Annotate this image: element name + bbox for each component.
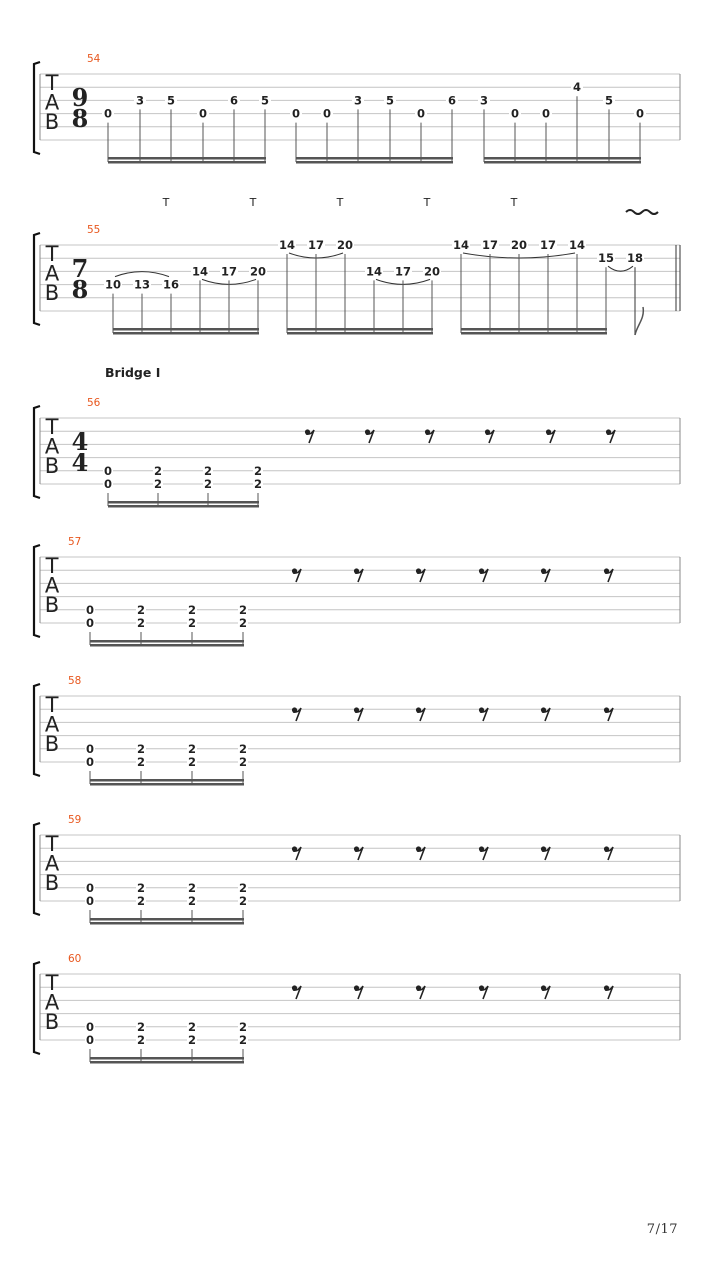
fret-number: 2 bbox=[187, 1033, 197, 1047]
fret-number: 5 bbox=[604, 93, 614, 108]
fret-number: 0 bbox=[85, 602, 95, 617]
tab-clef-letter: A bbox=[44, 90, 60, 115]
tab-clef-letter: A bbox=[44, 573, 60, 598]
fret-number: 20 bbox=[510, 238, 528, 252]
beam bbox=[113, 332, 259, 335]
eighth-rest bbox=[354, 568, 363, 582]
fret-number: 4 bbox=[572, 80, 582, 95]
fret-number: 5 bbox=[260, 93, 270, 108]
tab-clef-letter: T bbox=[45, 554, 59, 578]
fret-number: 14 bbox=[568, 238, 586, 252]
fret-number: 0 bbox=[541, 106, 551, 121]
time-signature-top: 4 bbox=[71, 427, 89, 456]
measure-number: 55 bbox=[87, 224, 101, 236]
eighth-rest bbox=[354, 707, 363, 721]
tab-system bbox=[34, 536, 680, 647]
tab-clef bbox=[45, 693, 60, 756]
fret-number: 10 bbox=[104, 277, 122, 292]
beam bbox=[287, 332, 433, 335]
fret-number: 2 bbox=[187, 741, 197, 756]
eighth-rest bbox=[546, 429, 555, 443]
beam bbox=[90, 779, 244, 782]
fret-number: 2 bbox=[253, 477, 263, 491]
fret-number: 2 bbox=[187, 755, 197, 769]
fret-number: 2 bbox=[136, 741, 146, 756]
fret-number: 16 bbox=[162, 277, 180, 292]
beam bbox=[296, 157, 453, 160]
fret-number: 0 bbox=[103, 106, 113, 121]
fret-number: 18 bbox=[626, 251, 644, 266]
system-bracket bbox=[34, 545, 40, 637]
eighth-rest bbox=[479, 707, 488, 721]
fret-number: 5 bbox=[166, 93, 176, 108]
beam bbox=[90, 1057, 244, 1060]
eighth-rest bbox=[606, 429, 615, 443]
eighth-rest bbox=[604, 707, 613, 721]
beam bbox=[90, 1061, 244, 1064]
system-bracket bbox=[34, 233, 40, 325]
beam bbox=[461, 332, 607, 335]
eighth-rest bbox=[292, 846, 301, 860]
fret-number: 3 bbox=[353, 93, 363, 108]
fret-number: 0 bbox=[85, 894, 95, 908]
fret-number: 2 bbox=[136, 894, 146, 908]
fret-number: 0 bbox=[85, 741, 95, 756]
system-bracket bbox=[34, 406, 40, 498]
eighth-rest bbox=[292, 568, 301, 582]
tap-mark: T bbox=[249, 196, 257, 209]
tab-clef bbox=[45, 554, 60, 617]
tab-clef-letter: T bbox=[45, 693, 59, 717]
fret-number: 17 bbox=[220, 264, 238, 279]
tab-system bbox=[34, 397, 680, 508]
tab-system bbox=[34, 196, 680, 335]
tab-clef-letter: B bbox=[44, 732, 60, 756]
tab-clef bbox=[45, 832, 60, 895]
time-signature-bottom: 4 bbox=[71, 448, 89, 477]
eighth-rest bbox=[292, 985, 301, 999]
fret-number: 2 bbox=[238, 616, 248, 630]
eighth-rest bbox=[425, 429, 434, 443]
beam bbox=[484, 161, 641, 164]
eighth-rest bbox=[541, 985, 550, 999]
tab-clef-letter: A bbox=[44, 712, 60, 737]
fret-number: 0 bbox=[416, 106, 426, 121]
beam bbox=[108, 157, 266, 160]
eighth-rest bbox=[485, 429, 494, 443]
fret-number: 2 bbox=[136, 1019, 146, 1034]
fret-number: 2 bbox=[153, 463, 163, 478]
eighth-rest bbox=[604, 568, 613, 582]
fret-number: 0 bbox=[291, 106, 301, 121]
section-label: Bridge I bbox=[105, 365, 161, 380]
tab-clef-letter: A bbox=[44, 434, 60, 459]
eighth-rest bbox=[305, 429, 314, 443]
time-signature-bottom: 8 bbox=[71, 104, 89, 133]
tab-clef bbox=[45, 242, 60, 305]
tab-clef-letter: B bbox=[44, 110, 60, 134]
eighth-rest bbox=[479, 568, 488, 582]
beam bbox=[108, 501, 259, 504]
measure-number: 58 bbox=[68, 675, 82, 687]
fret-number: 2 bbox=[136, 1033, 146, 1047]
vibrato-mark bbox=[626, 210, 658, 214]
fret-number: 17 bbox=[539, 238, 557, 252]
fret-number: 0 bbox=[85, 616, 95, 630]
tab-clef-letter: T bbox=[45, 71, 59, 95]
beam bbox=[461, 328, 607, 331]
system-bracket bbox=[34, 684, 40, 776]
fret-number: 17 bbox=[481, 238, 499, 252]
measure-number: 56 bbox=[87, 397, 101, 409]
tab-clef bbox=[45, 71, 60, 134]
tab-clef bbox=[45, 971, 60, 1034]
tab-clef-letter: B bbox=[44, 454, 60, 478]
tap-mark: T bbox=[510, 196, 518, 209]
fret-number: 20 bbox=[423, 264, 441, 279]
eighth-rest bbox=[541, 707, 550, 721]
tap-mark: T bbox=[336, 196, 344, 209]
fret-number: 2 bbox=[253, 463, 263, 478]
fret-number: 2 bbox=[136, 602, 146, 617]
fret-number: 3 bbox=[479, 93, 489, 108]
fret-number: 2 bbox=[238, 1019, 248, 1034]
fret-number: 2 bbox=[136, 880, 146, 895]
beam bbox=[90, 922, 244, 925]
tap-mark: T bbox=[162, 196, 170, 209]
fret-number: 2 bbox=[238, 880, 248, 895]
fret-number: 2 bbox=[187, 1019, 197, 1034]
eighth-rest bbox=[479, 985, 488, 999]
eighth-rest bbox=[604, 985, 613, 999]
tab-system bbox=[34, 53, 680, 164]
eighth-rest bbox=[416, 846, 425, 860]
tab-system bbox=[34, 675, 680, 786]
tab-system bbox=[34, 814, 680, 925]
eighth-rest bbox=[416, 707, 425, 721]
eighth-rest bbox=[416, 568, 425, 582]
eighth-rest bbox=[354, 846, 363, 860]
fret-number: 14 bbox=[365, 264, 383, 279]
eighth-rest bbox=[541, 846, 550, 860]
time-signature-top: 9 bbox=[71, 83, 89, 112]
eighth-rest bbox=[604, 846, 613, 860]
fret-number: 0 bbox=[198, 106, 208, 121]
fret-number: 0 bbox=[85, 1019, 95, 1034]
fret-number: 0 bbox=[103, 463, 113, 478]
tab-clef-letter: B bbox=[44, 1010, 60, 1034]
fret-number: 14 bbox=[191, 264, 209, 279]
fret-number: 0 bbox=[510, 106, 520, 121]
fret-number: 3 bbox=[135, 93, 145, 108]
fret-number: 2 bbox=[153, 477, 163, 491]
eighth-rest bbox=[292, 707, 301, 721]
fret-number: 2 bbox=[238, 1033, 248, 1047]
fret-number: 2 bbox=[187, 602, 197, 617]
eighth-rest bbox=[354, 985, 363, 999]
fret-number: 2 bbox=[203, 477, 213, 491]
fret-number: 2 bbox=[187, 880, 197, 895]
beam bbox=[287, 328, 433, 331]
measure-number: 59 bbox=[68, 814, 82, 826]
measure-number: 54 bbox=[87, 53, 101, 65]
beam bbox=[90, 918, 244, 921]
eighth-rest bbox=[541, 568, 550, 582]
tap-mark: T bbox=[423, 196, 431, 209]
eighth-rest bbox=[365, 429, 374, 443]
system-bracket bbox=[34, 823, 40, 915]
fret-number: 13 bbox=[133, 277, 151, 292]
fret-number: 0 bbox=[322, 106, 332, 121]
tab-clef-letter: B bbox=[44, 871, 60, 895]
tab-clef-letter: T bbox=[45, 415, 59, 439]
beam bbox=[90, 783, 244, 786]
time-signature-top: 7 bbox=[71, 254, 89, 283]
time-signature-bottom: 8 bbox=[71, 275, 89, 304]
tab-clef-letter: B bbox=[44, 281, 60, 305]
fret-number: 5 bbox=[385, 93, 395, 108]
tab-clef-letter: T bbox=[45, 242, 59, 266]
fret-number: 15 bbox=[597, 251, 615, 266]
fret-number: 2 bbox=[136, 755, 146, 769]
fret-number: 14 bbox=[278, 238, 296, 252]
page-indicator: 7/17 bbox=[646, 1222, 678, 1237]
tab-clef-letter: B bbox=[44, 593, 60, 617]
beam bbox=[484, 157, 641, 160]
fret-number: 2 bbox=[187, 616, 197, 630]
slur bbox=[608, 266, 633, 271]
tab-clef-letter: T bbox=[45, 971, 59, 995]
slur bbox=[115, 272, 169, 277]
eighth-rest bbox=[416, 985, 425, 999]
fret-number: 6 bbox=[229, 93, 239, 108]
eighth-rest bbox=[479, 846, 488, 860]
fret-number: 2 bbox=[203, 463, 213, 478]
beam bbox=[296, 161, 453, 164]
measure-number: 60 bbox=[68, 953, 82, 965]
fret-number: 2 bbox=[187, 894, 197, 908]
fret-number: 0 bbox=[103, 477, 113, 491]
fret-number: 0 bbox=[635, 106, 645, 121]
beam bbox=[108, 161, 266, 164]
beam bbox=[90, 644, 244, 647]
fret-number: 2 bbox=[238, 602, 248, 617]
beam bbox=[108, 505, 259, 508]
fret-number: 20 bbox=[249, 264, 267, 279]
fret-number: 14 bbox=[452, 238, 470, 252]
beam bbox=[113, 328, 259, 331]
fret-number: 0 bbox=[85, 1033, 95, 1047]
tab-clef-letter: T bbox=[45, 832, 59, 856]
fret-number: 2 bbox=[136, 616, 146, 630]
fret-number: 6 bbox=[447, 93, 457, 108]
fret-number: 17 bbox=[394, 264, 412, 279]
fret-number: 2 bbox=[238, 894, 248, 908]
fret-number: 2 bbox=[238, 741, 248, 756]
tab-clef-letter: A bbox=[44, 851, 60, 876]
tab-clef bbox=[45, 415, 60, 478]
system-bracket bbox=[34, 62, 40, 154]
fret-number: 17 bbox=[307, 238, 325, 252]
tab-system bbox=[34, 953, 680, 1064]
tab-clef-letter: A bbox=[44, 261, 60, 286]
system-bracket bbox=[34, 962, 40, 1054]
fret-number: 0 bbox=[85, 755, 95, 769]
measure-number: 57 bbox=[68, 536, 82, 548]
fret-number: 0 bbox=[85, 880, 95, 895]
fret-number: 20 bbox=[336, 238, 354, 252]
fret-number: 2 bbox=[238, 755, 248, 769]
beam bbox=[90, 640, 244, 643]
tab-clef-letter: A bbox=[44, 990, 60, 1015]
